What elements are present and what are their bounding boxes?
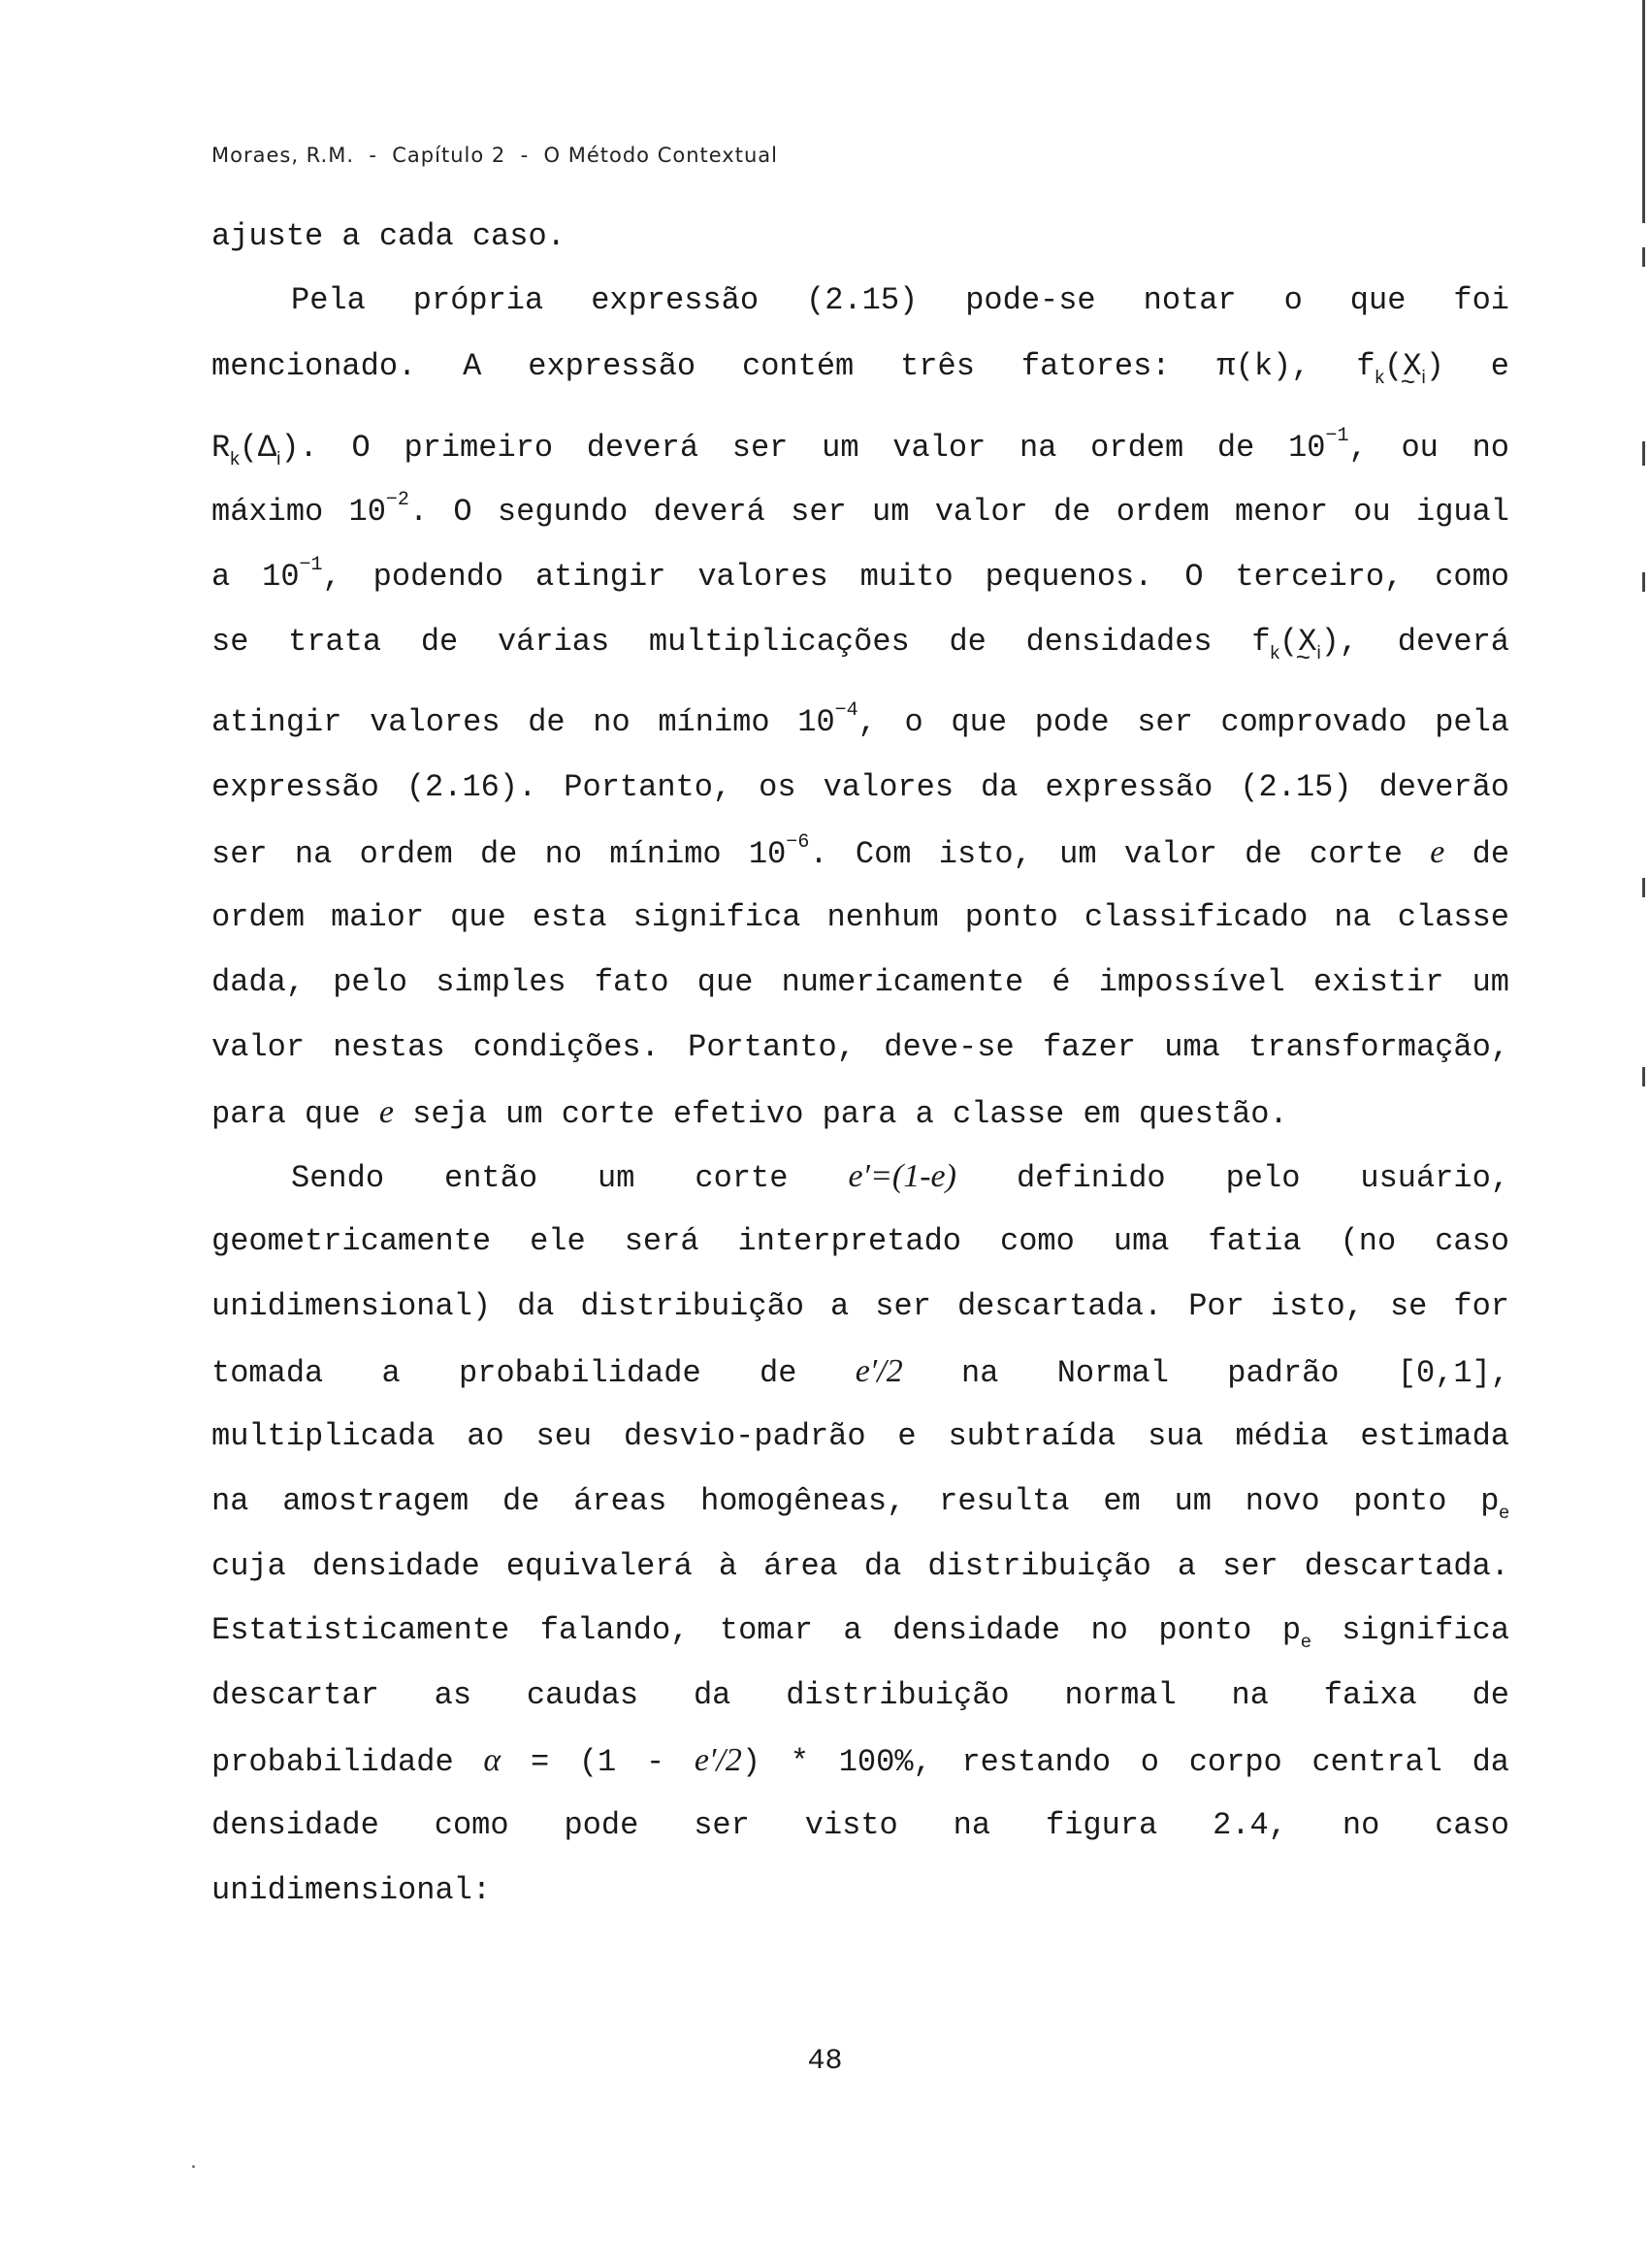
text-line: Sendo então um corte e′=(1-e) definido pelo usuário, (291, 1158, 1510, 1196)
text-line: ser na ordem de no mínimo $10^{-6}$. Com isto, um valor de corte e de (211, 831, 1510, 872)
running-header: Moraes, R.M. - Capítulo 2 - O Método Contextual (211, 144, 778, 167)
text-line: se trata de várias multiplicações de densidades $f_k(X_i$ ~), deverá (211, 623, 1509, 662)
text-line: densidade como pode ser visto na figura 2.4, no caso (211, 1807, 1509, 1843)
scan-edge-mark (1642, 572, 1645, 592)
page-number: 48 (807, 2045, 843, 2078)
text-line: ordem maior que esta significa nenhum ponto classificado na classe (211, 899, 1509, 935)
scan-edge-mark (1642, 1067, 1645, 1086)
text-line: máximo $10^{-2}$. O segundo deverá ser um valor de ordem menor ou igual (211, 489, 1510, 530)
text-line: dada, pelo simples fato que numericamente é impossível existir um (211, 964, 1509, 1000)
scan-edge-mark (1642, 0, 1645, 223)
text-line: na amostragem de áreas homogêneas, resulta em um novo ponto $p_e$ (211, 1483, 1509, 1523)
text-line: a $10^{-1}$, podendo atingir valores muito pequenos. O terceiro, como (211, 554, 1510, 595)
text-line: multiplicada ao seu desvio-padrão e subtraída sua média estimada (211, 1418, 1509, 1454)
text-line: descartar as caudas da distribuição normal na faixa de (211, 1677, 1509, 1713)
text-line: atingir valores de no mínimo $10^{-4}$, o que pode ser comprovado pela (211, 699, 1510, 740)
text-line: cuja densidade equivalerá à área da distribuição a ser descartada. (211, 1548, 1509, 1584)
text-line: Estatisticamente falando, tomar a densidade no ponto $p_e$ significa (211, 1612, 1510, 1652)
text-line: para que e seja um corte efetivo para a classe em questão. (211, 1094, 1288, 1132)
text-line: probabilidade α = (1 - e′/2) * 100%, restando o corpo central da (211, 1742, 1510, 1780)
text-line: ajuste a cada caso. (211, 218, 566, 254)
text-line: unidimensional: (211, 1872, 492, 1908)
text-line: geometricamente ele será interpretado como uma fatia (no caso (211, 1223, 1509, 1259)
scan-edge-mark (1642, 441, 1645, 466)
scan-speck (192, 2165, 195, 2168)
text-line: expressão (2.16). Portanto, os valores da expressão (2.15) deverão (211, 769, 1509, 805)
text-line: $R_k(\Delta_i)$. O primeiro deverá ser um valor na ordem de $10^{-1}$, ou no (211, 425, 1509, 470)
text-line: Pela própria expressão (2.15) pode-se notar o que foi (291, 282, 1509, 318)
scan-edge-mark (1642, 247, 1645, 267)
text-line: mencionado. A expressão contém três fatores: π(k), $f_k(X_i$ ~) e (211, 347, 1509, 386)
text-line: tomada a probabilidade de e′/2 na Normal padrão [0,1], (211, 1353, 1510, 1391)
scan-edge-mark (1642, 878, 1645, 897)
text-line: unidimensional) da distribuição a ser descartada. Por isto, se for (211, 1288, 1509, 1324)
text-line: valor nestas condições. Portanto, deve-se fazer uma transformação, (211, 1029, 1509, 1065)
